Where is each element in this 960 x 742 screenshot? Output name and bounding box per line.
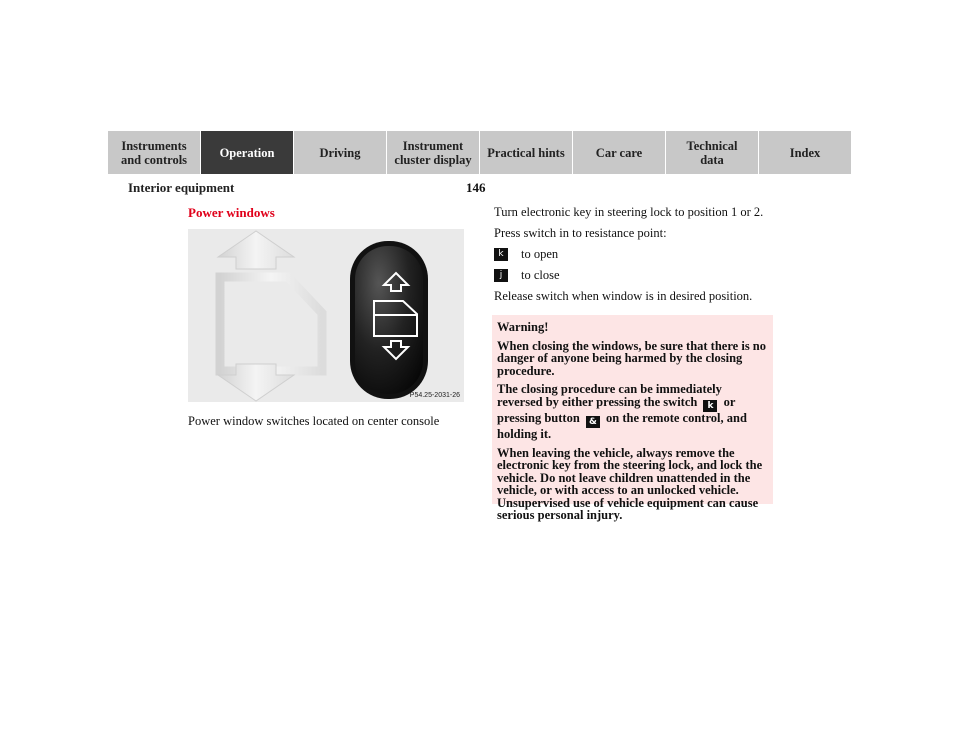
close-symbol-icon: j [494,269,508,282]
tab-practical-hints[interactable]: Practical hints [480,131,572,174]
ghost-window [220,277,322,371]
warning-paragraph-1: When closing the windows, be sure that there is no danger of anyone being harmed by the closing procedure. [497,338,767,378]
instruction-key-position: Turn electronic key in steering lock to position 1 or 2. [494,205,764,219]
warning-box [492,315,773,522]
section-title: Interior equipment [128,180,235,195]
open-label: to open [521,247,559,261]
warning-paragraph-2 [497,383,768,441]
figure-caption: Power window switches located on center console [188,414,440,428]
warning-p2-text-a: The closing procedure can be immediately reversed by either pressing the switch [497,382,722,409]
tab-operation[interactable]: Operation [201,131,293,174]
close-instruction [494,268,776,283]
instruction-release: Release switch when window is in desired position. [494,289,753,303]
page-number: 146 [466,180,486,195]
warning-p2-text-c: on the remote control, and holding it. [497,410,747,441]
figure-code: P54.25-2031-26 [409,392,460,399]
tab-technical-data[interactable]: Technical data [666,131,758,174]
warning-p2-text-b: or pressing button [497,394,736,425]
tab-instruments-and-controls[interactable]: Instruments and controls [108,131,200,174]
tab-instrument-cluster-display[interactable]: Instrument cluster display [387,131,479,174]
chapter-nav [108,131,852,174]
close-label: to close [521,268,560,282]
switch-rocker [355,246,423,394]
switch-symbol-icon: k [703,400,717,412]
open-symbol-icon: k [494,248,508,261]
tab-index[interactable]: Index [759,131,851,174]
tab-driving[interactable]: Driving [294,131,386,174]
tab-car-care[interactable]: Car care [573,131,665,174]
instruction-press-switch: Press switch in to resistance point: [494,226,667,240]
ghost-up-arrow [218,231,294,269]
power-window-switch-illustration [188,229,464,402]
power-windows-heading: Power windows [188,205,275,220]
instructions [494,205,776,310]
warning-paragraph-3: When leaving the vehicle, always remove the electronic key from the steering lock, and lock the vehicle. Do not leave children unattended in the vehicle, or with access to an unlocked vehicle. Unsupervised use of vehicle equipment can cause serious personal injury. [497,445,763,522]
warning-title: Warning! [497,320,549,334]
remote-button-icon: & [586,416,600,428]
open-instruction [494,247,776,262]
power-window-switch-figure [188,229,464,402]
